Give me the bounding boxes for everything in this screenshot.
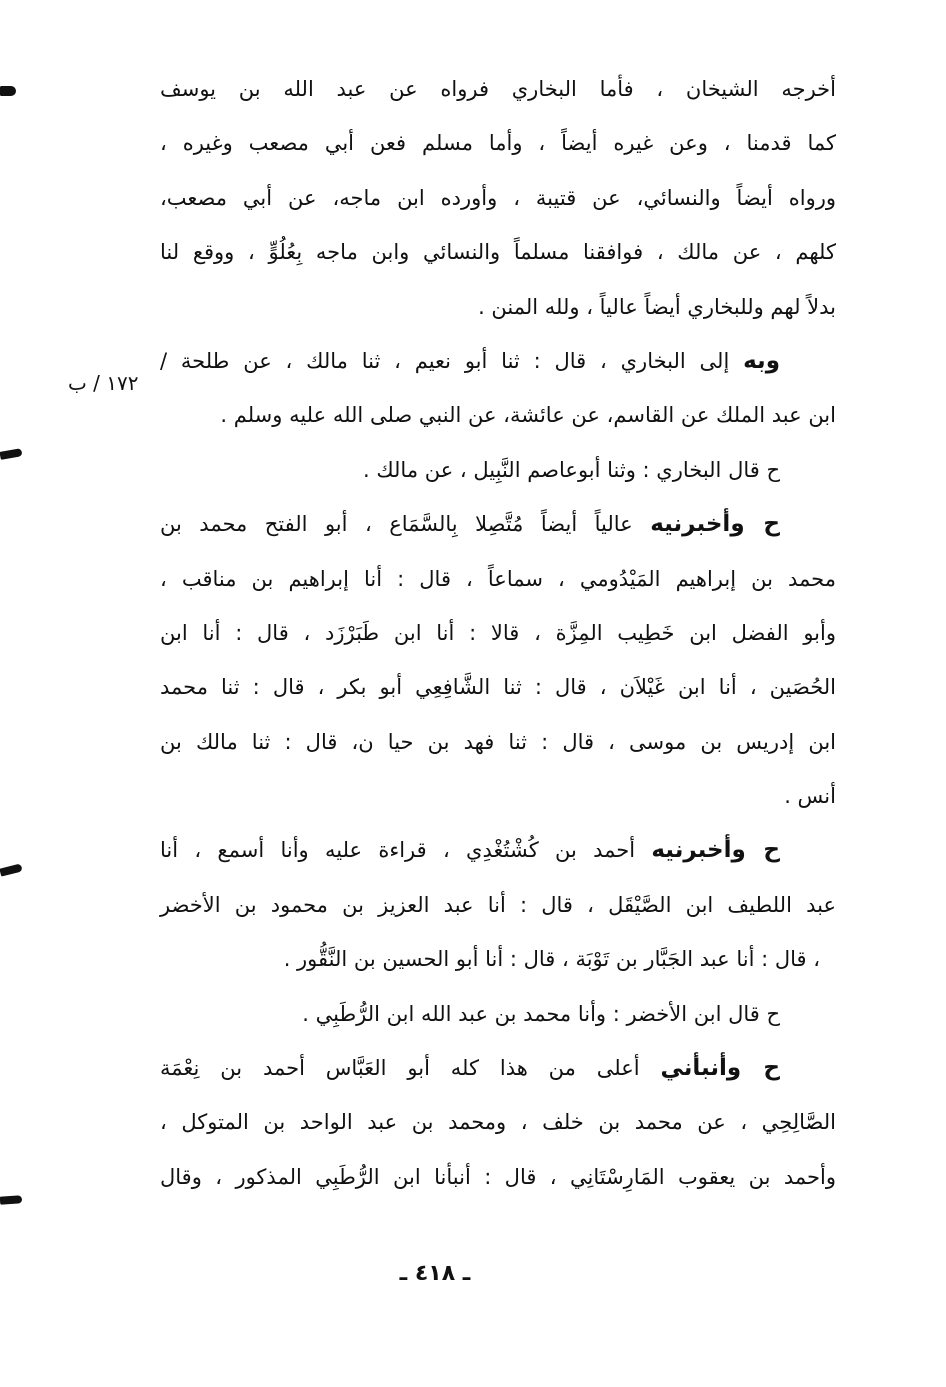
text-line: ابن إدريس بن موسى ، قال : ثنا فهد بن حيا ن، قال : ثنا مالك بن xyxy=(160,729,836,754)
edge-mark xyxy=(0,86,16,96)
text-line xyxy=(160,1041,836,1095)
text-line: الحُصَين ، أنا ابن غَيْلاَن ، قال : ثنا الشَّافِعِي أبو بكر ، قال : ثنا محمد xyxy=(160,675,836,700)
page-number: ـ ٤١٨ ـ xyxy=(399,1261,471,1286)
paragraph-lead: ح وأنبأني xyxy=(660,1055,780,1082)
folio-margin-note: ١٧٢ / ب xyxy=(68,371,139,395)
text-line: أخرجه الشيخان ، فأما البخاري فرواه عن عبد الله بن يوسف xyxy=(160,77,836,101)
text-line xyxy=(160,497,836,551)
paragraph-text: أعلى من هذا كله أبو العَبَّاس أحمد بن نِعْمَة xyxy=(160,1056,661,1081)
text-line xyxy=(160,823,836,877)
text-line: وأحمد بن يعقوب المَارِسْتَانِي ، قال : أنبأنا ابن الرُّطَبِي المذكور ، وقال xyxy=(160,1164,836,1189)
text-line: ح قال ابن الأخضر : وأنا محمد بن عبد الله ابن الرُّطَبِي . xyxy=(302,1001,780,1026)
body-text xyxy=(160,62,836,1204)
text-line: وأبو الفضل ابن خَطِيب المِزَّة ، قالا : أنا ابن طَبَرْزَد ، قال : أنا ابن xyxy=(160,620,836,645)
text-line: عبد اللطيف ابن الصَّيْقَل ، قال : أنا عبد العزيز بن محمود بن الأخضر xyxy=(160,892,836,917)
paragraph-text: عالياً أيضاً مُتَّصِلا بِالسَّمَاع ، أبو الفتح محمد بن xyxy=(160,512,651,537)
text-line xyxy=(160,334,836,388)
text-line: ح قال البخاري : وثنا أبوعاصم النَّبِيل ، عن مالك . xyxy=(362,457,780,482)
edge-mark xyxy=(0,1195,22,1205)
edge-mark xyxy=(0,863,23,876)
paragraph-lead: ح وأخبرنيه xyxy=(650,511,780,538)
text-line: ، قال : أنا عبد الجَبَّار بن تَوْبَة ، قال : أنا أبو الحسين بن النَّقُّور . xyxy=(283,947,820,972)
text-line: كلهم ، عن مالك ، فوافقنا مسلماً والنسائي وابن ماجه بِعُلُوٍّ ، ووقع لنا xyxy=(160,240,836,265)
text-line: الصَّالِحِي ، عن محمد بن خلف ، ومحمد بن عبد الواحد بن المتوكل ، xyxy=(160,1110,836,1135)
text-line: ورواه أيضاً والنسائي، عن قتيبة ، وأورده ابن ماجه، عن أبي مصعب، xyxy=(160,185,836,210)
paragraph-text: أحمد بن كُشْتُغْدِي ، قراءة عليه وأنا أسمع ، أنا xyxy=(160,838,652,863)
paragraph-text: إلى البخاري ، قال : ثنا أبو نعيم ، ثنا مالك ، عن طلحة / xyxy=(160,348,744,373)
text-line: بدلاً لهم وللبخاري أيضاً عالياً ، ولله المنن . xyxy=(478,294,836,319)
paragraph-lead: وبه xyxy=(743,347,780,374)
text-line: محمد بن إبراهيم المَيْدُومي ، سماعاً ، قال : أنا إبراهيم بن مناقب ، xyxy=(160,566,836,591)
text-line: أنس . xyxy=(784,784,836,809)
text-line: ابن عبد الملك عن القاسم، عن عائشة، عن النبي صلى الله عليه وسلم . xyxy=(220,403,836,428)
text-line: كما قدمنا ، وعن غيره أيضاً ، وأما مسلم فعن أبي مصعب وغيره ، xyxy=(160,131,836,156)
paragraph-lead: ح وأخبرنيه xyxy=(651,837,780,864)
edge-mark xyxy=(0,448,23,460)
